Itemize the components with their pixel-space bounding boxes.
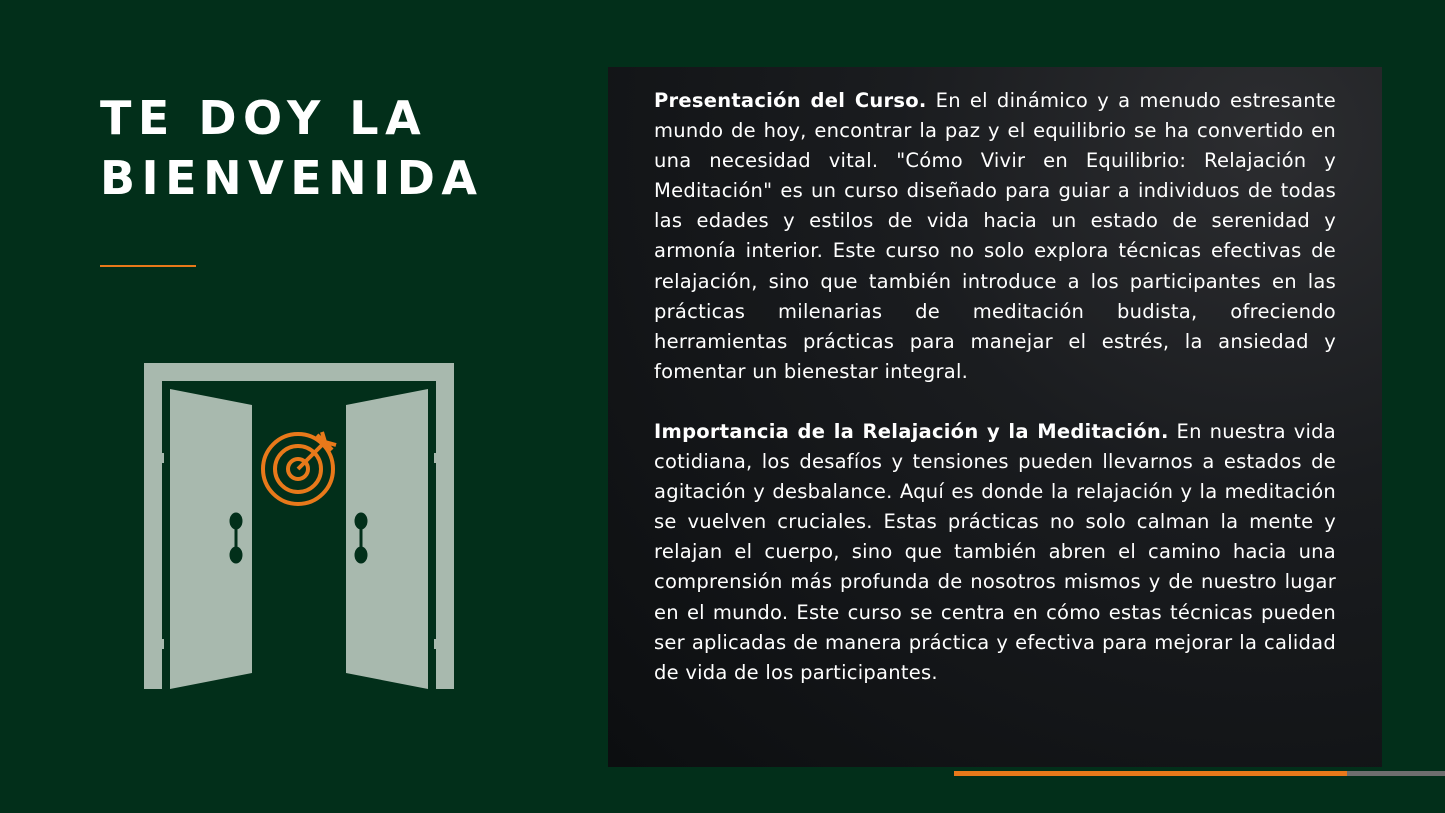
paragraph-importance <box>654 417 1336 688</box>
text-panel <box>608 67 1382 767</box>
paragraph-body: En nuestra vida cotidiana, los desafíos y tensiones pueden llevarnos a estados de agitación y desbalance. Aquí es donde la relajación y la meditación se vuelven cruciales. Estas prácticas no solo calman la mente y relajan el cuerpo, sino que también abren el camino hacia una comprensión más profunda de nosotros mismos y de nuestro lugar en el mundo. Este curso se centra en cómo estas técnicas pueden ser aplicadas de manera práctica y efectiva para mejorar la calidad de vida de los participantes. <box>654 419 1336 684</box>
right-door-leaf <box>346 389 428 689</box>
title-line-2: BIENVENIDA <box>100 151 484 205</box>
target-icon <box>263 432 336 504</box>
paragraph-body: En el dinámico y a menudo estresante mundo de hoy, encontrar la paz y el equilibrio se ha convertido en una necesidad vital. "Cómo Vivir en Equilibrio: Relajación y Meditación" es un curso diseñado para guiar a individuos de todas las edades y estilos de vida hacia un estado de serenidad y armonía interior. Este curso no solo explora técnicas efectivas de relajación, sino que también introduce a los participantes en las prácticas milenarias de meditación budista, ofreciendo herramientas prácticas para manejar el estrés, la ansiedad y fomentar un bienestar integral. <box>654 89 1336 383</box>
paragraph-lead: Presentación del Curso. <box>654 89 927 112</box>
paragraph-lead: Importancia de la Relajación y la Meditación. <box>654 419 1169 443</box>
title-line-1: TE DOY LA <box>100 91 428 145</box>
bottom-grey-bar <box>1347 771 1445 776</box>
title-underline <box>100 265 196 267</box>
paragraph-presentation <box>654 86 1336 387</box>
open-doors-target-icon <box>144 363 454 689</box>
left-door-leaf <box>170 389 252 689</box>
bottom-accent-bar <box>954 771 1347 776</box>
slide-title <box>100 88 570 208</box>
